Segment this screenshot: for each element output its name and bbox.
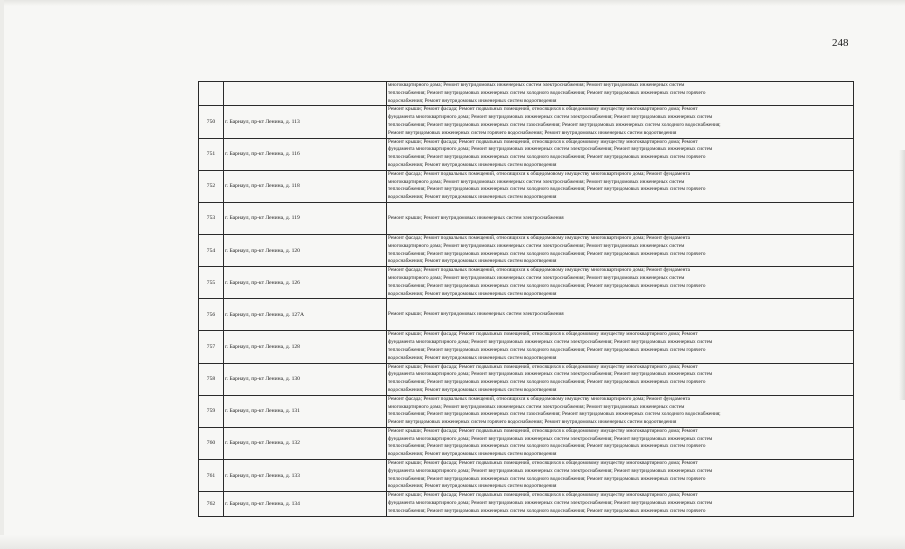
repair-works-cell: Ремонт крыши; Ремонт фасада; Ремонт подвальных помещений, относящихся к общедомовому имуществу многоквартирного дома; Ремонт фундамента многоквартирного дома; Ремонт внутридомовых инженерных систем электроснабжения; Ремонт внутридомовых инженерных систем теплоснабжения; Ремонт внутридомовых инженерных систем холодного водоснабжения; Ремонт внутридомовых инженерных систем горячего водоснабжения; Ремонт внутридомовых инженерных систем водоотведения	[387, 331, 854, 363]
row-number-cell	[199, 82, 224, 106]
table-row	[199, 460, 854, 492]
table-row	[199, 170, 854, 202]
scan-edge-top	[0, 0, 905, 6]
table-row	[199, 363, 854, 395]
repair-works-cell: Ремонт фасада; Ремонт подвальных помещений, относящихся к общедомовому имуществу многоквартирного дома; Ремонт фундамента многоквартирного дома; Ремонт внутридомовых инженерных систем электроснабжения; Ремонт внутридомовых инженерных систем теплоснабжения; Ремонт внутридомовых инженерных систем газоснабжения; Ремонт внутридомовых инженерных систем холодного водоснабжения; Ремонт внутридомовых инженерных систем горячего водоснабжения; Ремонт внутридомовых инженерных систем водоотведения	[387, 395, 854, 427]
row-number-cell: 755	[199, 267, 224, 299]
row-number-cell: 754	[199, 234, 224, 266]
row-number-cell: 760	[199, 427, 224, 459]
repair-works-cell: многоквартирного дома; Ремонт внутридомовых инженерных систем электроснабжения; Ремонт внутридомовых инженерных систем теплоснабжения; Ремонт внутридомовых инженерных систем холодного водоснабжения; Ремонт внутридомовых инженерных систем горячего водоснабжения; Ремонт внутридомовых инженерных систем водоотведения	[387, 82, 854, 106]
row-number-cell: 756	[199, 299, 224, 331]
address-cell: г. Барнаул, пр-кт Ленина, д. 130	[224, 363, 387, 395]
scan-edge-left	[0, 0, 4, 549]
address-cell	[224, 82, 387, 106]
repair-works-cell: Ремонт крыши; Ремонт внутридомовых инженерных систем электроснабжения	[387, 299, 854, 331]
table-row	[199, 331, 854, 363]
address-cell: г. Барнаул, пр-кт Ленина, д. 134	[224, 492, 387, 516]
repair-works-cell: Ремонт фасада; Ремонт подвальных помещений, относящихся к общедомовому имуществу многоквартирного дома; Ремонт фундамента многоквартирного дома; Ремонт внутридомовых инженерных систем электроснабжения; Ремонт внутридомовых инженерных систем теплоснабжения; Ремонт внутридомовых инженерных систем холодного водоснабжения; Ремонт внутридомовых инженерных систем горячего водоснабжения; Ремонт внутридомовых инженерных систем водоотведения	[387, 267, 854, 299]
repair-works-cell: Ремонт крыши; Ремонт внутридомовых инженерных систем электроснабжения	[387, 202, 854, 234]
address-cell: г. Барнаул, пр-кт Ленина, д. 118	[224, 170, 387, 202]
table-row	[199, 267, 854, 299]
row-number-cell: 752	[199, 170, 224, 202]
table-row	[199, 427, 854, 459]
scan-edge-right	[899, 150, 905, 400]
table-row	[199, 234, 854, 266]
row-number-cell: 761	[199, 460, 224, 492]
table-row	[199, 299, 854, 331]
repair-works-cell: Ремонт крыши; Ремонт фасада; Ремонт подвальных помещений, относящихся к общедомовому имуществу многоквартирного дома; Ремонт фундамента многоквартирного дома; Ремонт внутридомовых инженерных систем электроснабжения; Ремонт внутридомовых инженерных систем теплоснабжения; Ремонт внутридомовых инженерных систем газоснабжения; Ремонт внутридомовых инженерных систем холодного водоснабжения; Ремонт внутридомовых инженерных систем горячего водоснабжения; Ремонт внутридомовых инженерных систем водоотведения	[387, 106, 854, 138]
address-cell: г. Барнаул, пр-кт Ленина, д. 126	[224, 267, 387, 299]
repair-works-cell: Ремонт крыши; Ремонт фасада; Ремонт подвальных помещений, относящихся к общедомовому имуществу многоквартирного дома; Ремонт фундамента многоквартирного дома; Ремонт внутридомовых инженерных систем электроснабжения; Ремонт внутридомовых инженерных систем теплоснабжения; Ремонт внутридомовых инженерных систем холодного водоснабжения; Ремонт внутридомовых инженерных систем горячего	[387, 492, 854, 516]
repair-works-cell: Ремонт фасада; Ремонт подвальных помещений, относящихся к общедомовому имуществу многоквартирного дома; Ремонт фундамента многоквартирного дома; Ремонт внутридомовых инженерных систем электроснабжения; Ремонт внутридомовых инженерных систем теплоснабжения; Ремонт внутридомовых инженерных систем холодного водоснабжения; Ремонт внутридомовых инженерных систем горячего водоснабжения; Ремонт внутридомовых инженерных систем водоотведения	[387, 170, 854, 202]
table-row	[199, 202, 854, 234]
repair-works-cell: Ремонт крыши; Ремонт фасада; Ремонт подвальных помещений, относящихся к общедомовому имуществу многоквартирного дома; Ремонт фундамента многоквартирного дома; Ремонт внутридомовых инженерных систем электроснабжения; Ремонт внутридомовых инженерных систем теплоснабжения; Ремонт внутридомовых инженерных систем холодного водоснабжения; Ремонт внутридомовых инженерных систем горячего водоснабжения; Ремонт внутридомовых инженерных систем водоотведения	[387, 427, 854, 459]
repair-works-cell: Ремонт крыши; Ремонт фасада; Ремонт подвальных помещений, относящихся к общедомовому имуществу многоквартирного дома; Ремонт фундамента многоквартирного дома; Ремонт внутридомовых инженерных систем электроснабжения; Ремонт внутридомовых инженерных систем теплоснабжения; Ремонт внутридомовых инженерных систем холодного водоснабжения; Ремонт внутридомовых инженерных систем горячего водоснабжения; Ремонт внутридомовых инженерных систем водоотведения	[387, 460, 854, 492]
row-number-cell: 753	[199, 202, 224, 234]
address-cell: г. Барнаул, пр-кт Ленина, д. 116	[224, 138, 387, 170]
houses-repair-table	[198, 81, 854, 517]
table-row	[199, 138, 854, 170]
table-body	[199, 82, 854, 517]
repair-works-cell: Ремонт фасада; Ремонт подвальных помещений, относящихся к общедомовому имуществу многоквартирного дома; Ремонт фундамента многоквартирного дома; Ремонт внутридомовых инженерных систем электроснабжения; Ремонт внутридомовых инженерных систем теплоснабжения; Ремонт внутридомовых инженерных систем холодного водоснабжения; Ремонт внутридомовых инженерных систем горячего водоснабжения; Ремонт внутридомовых инженерных систем водоотведения	[387, 234, 854, 266]
row-number-cell: 762	[199, 492, 224, 516]
address-cell: г. Барнаул, пр-кт Ленина, д. 133	[224, 460, 387, 492]
table-row	[199, 395, 854, 427]
row-number-cell: 751	[199, 138, 224, 170]
address-cell: г. Барнаул, пр-кт Ленина, д. 127А	[224, 299, 387, 331]
page-number: 248	[832, 37, 849, 49]
repair-works-cell: Ремонт крыши; Ремонт фасада; Ремонт подвальных помещений, относящихся к общедомовому имуществу многоквартирного дома; Ремонт фундамента многоквартирного дома; Ремонт внутридомовых инженерных систем электроснабжения; Ремонт внутридомовых инженерных систем теплоснабжения; Ремонт внутридомовых инженерных систем холодного водоснабжения; Ремонт внутридомовых инженерных систем горячего водоснабжения; Ремонт внутридомовых инженерных систем водоотведения	[387, 363, 854, 395]
address-cell: г. Барнаул, пр-кт Ленина, д. 132	[224, 427, 387, 459]
table-row	[199, 106, 854, 138]
table-row	[199, 82, 854, 106]
repair-works-cell: Ремонт крыши; Ремонт фасада; Ремонт подвальных помещений, относящихся к общедомовому имуществу многоквартирного дома; Ремонт фундамента многоквартирного дома; Ремонт внутридомовых инженерных систем электроснабжения; Ремонт внутридомовых инженерных систем теплоснабжения; Ремонт внутридомовых инженерных систем холодного водоснабжения; Ремонт внутридомовых инженерных систем горячего водоснабжения; Ремонт внутридомовых инженерных систем водоотведения	[387, 138, 854, 170]
row-number-cell: 750	[199, 106, 224, 138]
address-cell: г. Барнаул, пр-кт Ленина, д. 113	[224, 106, 387, 138]
address-cell: г. Барнаул, пр-кт Ленина, д. 128	[224, 331, 387, 363]
row-number-cell: 759	[199, 395, 224, 427]
table-row	[199, 492, 854, 516]
address-cell: г. Барнаул, пр-кт Ленина, д. 131	[224, 395, 387, 427]
address-cell: г. Барнаул, пр-кт Ленина, д. 120	[224, 234, 387, 266]
row-number-cell: 758	[199, 363, 224, 395]
scan-edge-bottom	[0, 535, 905, 549]
row-number-cell: 757	[199, 331, 224, 363]
address-cell: г. Барнаул, пр-кт Ленина, д. 119	[224, 202, 387, 234]
